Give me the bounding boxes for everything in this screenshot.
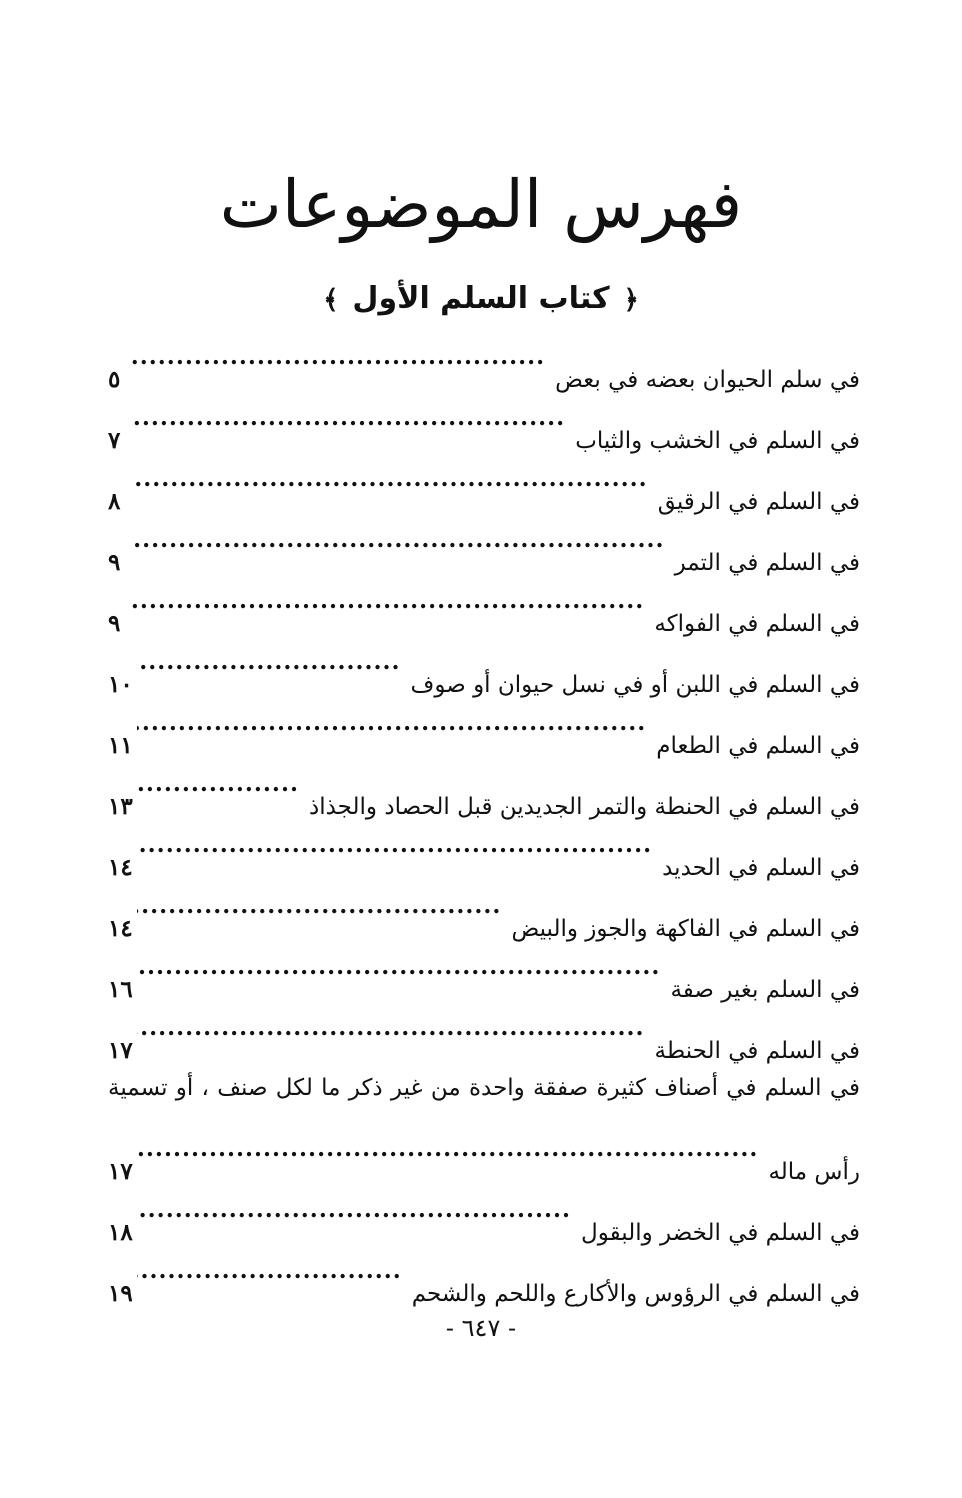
dot-leader [137, 1240, 402, 1301]
close-bracket: ﴾ [323, 285, 339, 315]
dot-leader [137, 997, 645, 1058]
toc-entry-label: في السلم في الفواكه [654, 611, 860, 637]
dot-leader [137, 692, 647, 753]
toc-entry-label-line1: في السلم في أصناف كثيرة صفقة واحدة من غير ذكر ما لكل صنف ، أو تسمية [108, 1075, 860, 1101]
toc-entry-label: في السلم في الحنطة والتمر الجديدين قبل الحصاد والجذاذ [308, 794, 860, 820]
toc-entry-label: في السلم في الطعام [656, 733, 860, 759]
toc-entry-page: ١٣ [108, 793, 133, 820]
toc-entry-label: في السلم في الرؤوس والأكارع واللحم والشحم [411, 1281, 860, 1307]
toc-entry-page: ٩ [108, 610, 121, 637]
toc-entry-page: ١٤ [108, 915, 133, 942]
toc-entry-label: في السلم في الحديد [662, 855, 860, 881]
toc-entry-page: ١٩ [108, 1280, 133, 1307]
toc-entry-page: ٥ [108, 366, 121, 393]
dot-leader [137, 875, 502, 936]
toc-entry-label: رأس ماله [768, 1159, 860, 1185]
dot-leader [132, 570, 644, 631]
dot-leader [132, 387, 565, 448]
toc-entry-label: في السلم في الرقيق [657, 489, 860, 515]
toc-entry-page: ١٨ [108, 1219, 133, 1246]
toc-entry-label: في السلم في الخشب والثياب [575, 428, 860, 454]
toc-entry-label: في السلم في التمر [674, 550, 860, 576]
toc-entry-wrapped-line [108, 1058, 860, 1118]
toc-entry-page: ١٧ [108, 1158, 133, 1185]
dot-leader [137, 1179, 571, 1240]
dot-leader [137, 1118, 759, 1179]
toc-entry-label: في السلم في الفاكهة والجوز والبيض [511, 916, 860, 942]
page-number: - ٦٤٧ - [445, 1314, 517, 1342]
toc-entry-page: ١٤ [108, 854, 133, 881]
dot-leader [132, 509, 665, 570]
toc-entry-page: ٩ [108, 549, 121, 576]
toc-entry-label: في السلم بغير صفة [670, 977, 860, 1003]
table-of-contents [108, 326, 860, 1307]
section-heading [0, 274, 962, 325]
section-heading-text: كتاب السلم الأول [352, 281, 610, 316]
toc-entry [108, 1118, 860, 1185]
dot-leader [132, 448, 648, 509]
toc-entry-label: في السلم في اللبن أو في نسل حيوان أو صوف [410, 672, 860, 698]
toc-entry-label: في السلم في الحنطة [654, 1038, 860, 1064]
dot-leader [137, 814, 652, 875]
toc-entry-page: ١٧ [108, 1037, 133, 1064]
dot-leader [132, 326, 545, 387]
toc-entry [108, 326, 860, 393]
toc-entry-label: في سلم الحيوان بعضه في بعض [555, 367, 860, 393]
toc-entry-page: ١١ [108, 732, 133, 759]
dot-leader [137, 936, 661, 997]
toc-entry [108, 1179, 860, 1246]
toc-entry-page: ١٦ [108, 976, 133, 1003]
toc-entry-page: ١٠ [108, 671, 133, 698]
toc-entry-page: ٧ [108, 427, 121, 454]
dot-leader [137, 631, 401, 692]
open-bracket: ﴿ [623, 285, 639, 315]
toc-entry-label: في السلم في الخضر والبقول [581, 1220, 860, 1246]
page-title: فهرس الموضوعات [219, 166, 743, 243]
toc-entry-page: ٨ [108, 488, 121, 515]
dot-leader [137, 753, 299, 814]
